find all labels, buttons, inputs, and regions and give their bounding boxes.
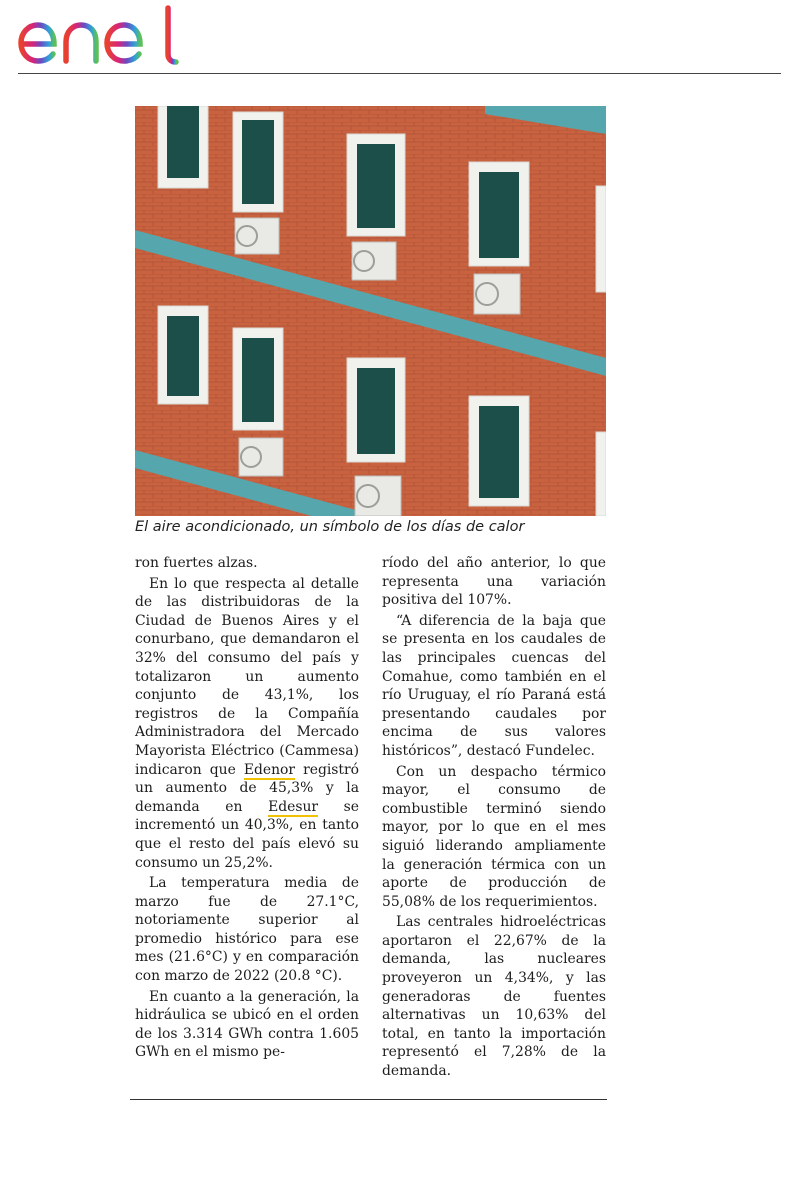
highlighted-term-edenor: Edenor	[243, 761, 296, 778]
paragraph-text: registró un aumento de 45,3% y la demanda en	[135, 761, 360, 815]
article-paragraph: ron fuertes alzas.	[135, 555, 258, 571]
article-paragraph: Las centrales hidroeléctricas aportaron el 22,67% de la demanda, las nucleares proveyeron un 4,34%, y las generadoras de fuentes alternativas un 10,63% del total, en tanto la importación representó el 7,28% de la demanda.	[382, 914, 606, 1080]
header-divider	[18, 73, 781, 74]
photo-caption: El aire acondicionado, un símbolo de los días de calor	[135, 519, 525, 535]
article-photo	[135, 106, 606, 516]
enel-logo	[18, 4, 183, 72]
article-column-left	[135, 554, 359, 1064]
article-paragraph: La temperatura media de marzo fue de 27.1°C, notoriamente superior al promedio histórico para ese mes (21.6°C) y en comparación con marzo de 2022 (20.8 °C).	[135, 875, 359, 985]
paragraph-text: En lo que respecta al detalle de las distribuidoras de la Ciudad de Buenos Aires y el conurbano, que demandaron el 32% del consumo del país y totalizaron un aumento conjunto de 43,1%, los registros de la Compañía Administradora del Mercado Mayorista Eléctrico (Cammesa) indicaron que	[135, 575, 359, 778]
article-paragraph: Con un despacho térmico mayor, el consumo de combustible terminó siendo mayor, por lo que en el mes siguió liderando ampliamente la generación térmica con un aporte de producción de 55,08% de los requerimientos.	[382, 763, 606, 910]
enel-logo-graphic	[18, 4, 183, 68]
article-paragraph: ríodo del año anterior, lo que representa una variación positiva del 107%.	[382, 555, 606, 609]
article-paragraph	[135, 575, 359, 873]
highlighted-term-edesur: Edesur	[268, 798, 319, 815]
article-paragraph: En cuanto a la generación, la hidráulica se ubicó en el orden de los 3.314 GWh contra 1.605 GWh en el mismo pe-	[135, 988, 359, 1061]
article-column-right	[382, 554, 606, 1083]
paragraph-text: se incrementó un 40,3%, en tanto que el resto del país elevó su consumo un 25,2%.	[135, 798, 360, 871]
footer-divider	[130, 1099, 607, 1100]
article-paragraph: “A diferencia de la baja que se presenta en los caudales de las principales cuencas del Comahue, como también en el río Uruguay, el río Paraná está presentando caudales por encima de sus valores históricos”, destacó Fundelec.	[382, 612, 606, 759]
